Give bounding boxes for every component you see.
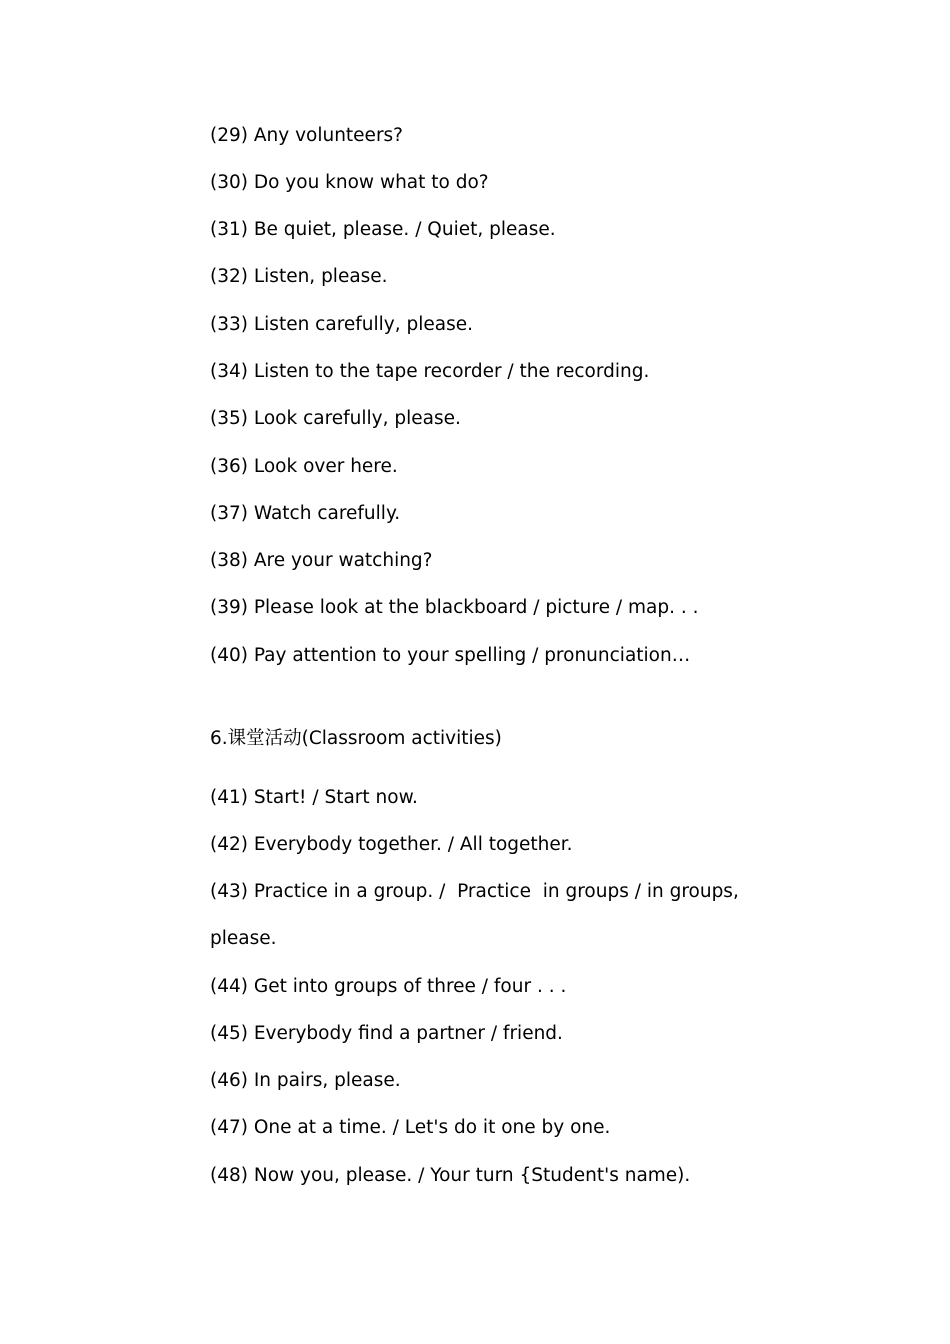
list-item: (48) Now you, please. / Your turn {Student's name). (210, 1165, 691, 1186)
list-item: (38) Are your watching? (210, 550, 433, 571)
section-heading: 6.课堂活动(Classroom activities) (210, 728, 502, 749)
list-item: (33) Listen carefully, please. (210, 314, 474, 335)
list-item: (39) Please look at the blackboard / picture / map. . . (210, 597, 699, 618)
list-item: (43) Practice in a group. / Practice in groups / in groups, (210, 881, 739, 902)
list-item: (46) In pairs, please. (210, 1070, 401, 1091)
list-item: (31) Be quiet, please. / Quiet, please. (210, 219, 556, 240)
list-item: (30) Do you know what to do? (210, 172, 489, 193)
list-item: (35) Look carefully, please. (210, 408, 461, 429)
list-item-continuation: please. (210, 928, 277, 949)
list-item: (47) One at a time. / Let's do it one by one. (210, 1117, 611, 1138)
list-item: (29) Any volunteers? (210, 125, 404, 146)
list-item: (44) Get into groups of three / four . . . (210, 976, 567, 997)
list-item: (36) Look over here. (210, 456, 398, 477)
list-item: (41) Start! / Start now. (210, 787, 418, 808)
list-item: (32) Listen, please. (210, 266, 388, 287)
list-item: (40) Pay attention to your spelling / pronunciation… (210, 645, 691, 666)
list-item: (37) Watch carefully. (210, 503, 401, 524)
list-item: (45) Everybody find a partner / friend. (210, 1023, 563, 1044)
list-item: (34) Listen to the tape recorder / the recording. (210, 361, 650, 382)
list-item: (42) Everybody together. / All together. (210, 834, 573, 855)
